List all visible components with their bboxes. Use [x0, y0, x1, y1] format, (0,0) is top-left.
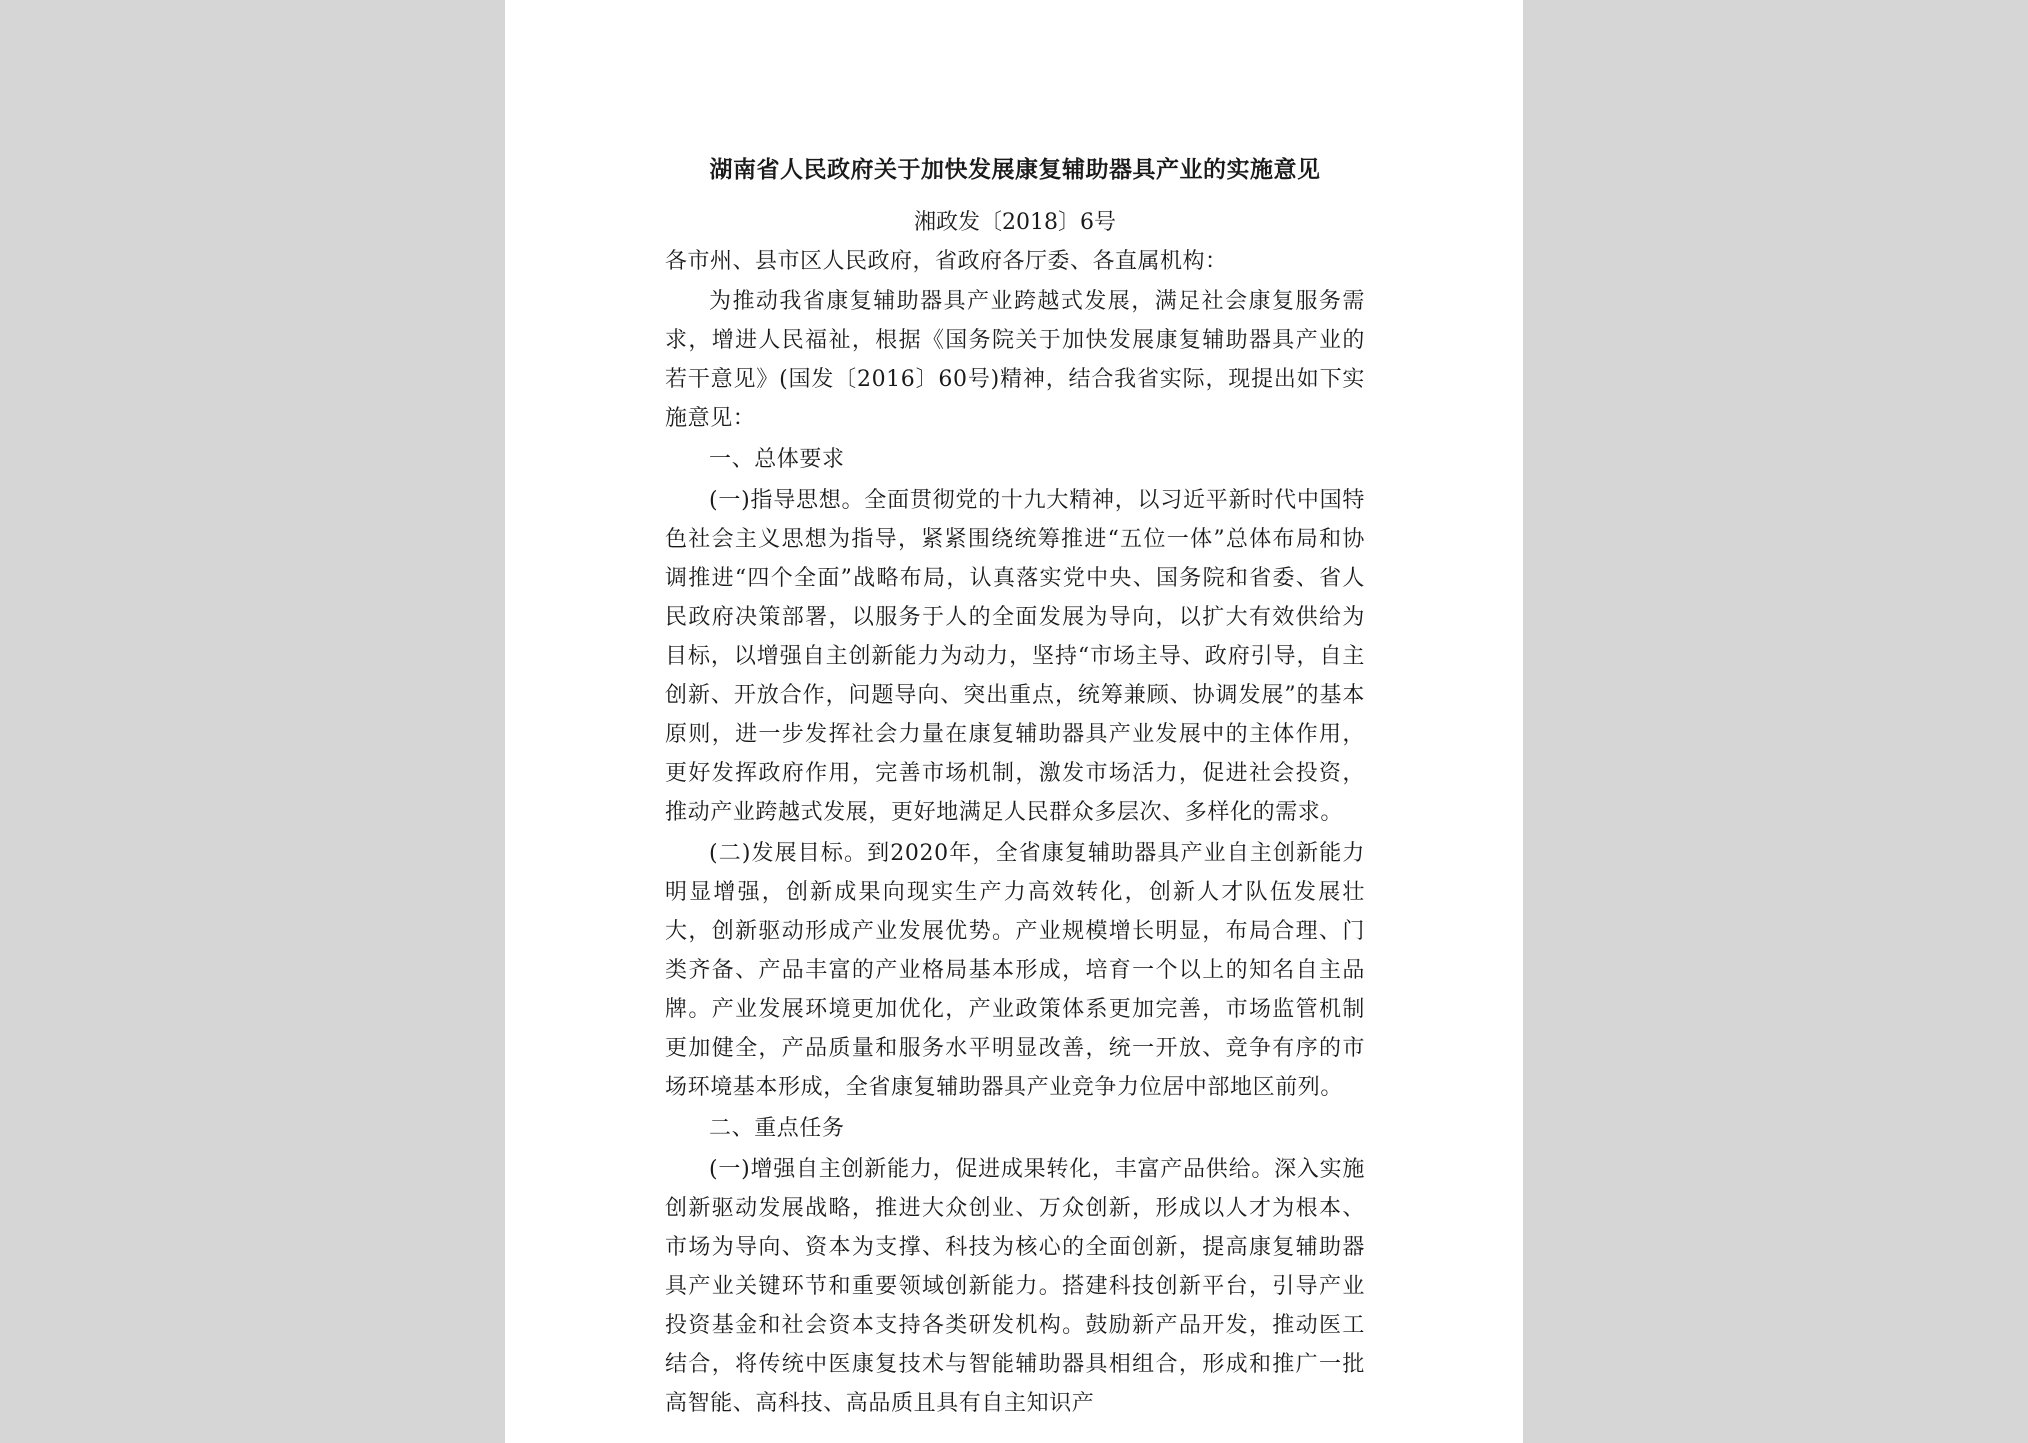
section-heading-key-tasks: 二、重点任务	[709, 1116, 845, 1141]
document-number: 湘政发〔2018〕6号	[914, 210, 1116, 235]
paragraph-development-goals: (二)发展目标。到2020年，全省康复辅助器具产业自主创新能力明显增强，创新成果向现实生产力高效转化，创新人才队伍发展壮大，创新驱动形成产业发展优势。产业规模增长明显，布局合理、门类齐备、产品丰富的产业格局基本形成，培育一个以上的知名自主品牌。产业发展环境更加优化，产业政策体系更加完善，市场监管机制更加健全，产品质量和服务水平明显改善，统一开放、竞争有序的市场环境基本形成，全省康复辅助器具产业竞争力位居中部地区前列。	[665, 841, 1365, 1100]
document-content	[665, 150, 1365, 1423]
section-heading-general-requirements: 一、总体要求	[709, 447, 845, 472]
addressee-line: 各市州、县市区人民政府，省政府各厅委、各直属机构：	[665, 249, 1228, 274]
document-page	[505, 0, 1523, 1443]
intro-paragraph: 为推动我省康复辅助器具产业跨越式发展，满足社会康复服务需求，增进人民福祉，根据《国务院关于加快发展康复辅助器具产业的若干意见》(国发〔2016〕60号)精神，结合我省实际，现提出如下实施意见：	[665, 289, 1365, 431]
paragraph-innovation-capacity: (一)增强自主创新能力，促进成果转化，丰富产品供给。深入实施创新驱动发展战略，推进大众创业、万众创新，形成以人才为根本、市场为导向、资本为支撑、科技为核心的全面创新，提高康复辅助器具产业关键环节和重要领域创新能力。搭建科技创新平台，引导产业投资基金和社会资本支持各类研发机构。鼓励新产品开发，推动医工结合，将传统中医康复技术与智能辅助器具相组合，形成和推广一批高智能、高科技、高品质且具有自主知识产	[665, 1157, 1365, 1416]
document-title: 湖南省人民政府关于加快发展康复辅助器具产业的实施意见	[709, 156, 1321, 183]
paragraph-guiding-ideology: (一)指导思想。全面贯彻党的十九大精神，以习近平新时代中国特色社会主义思想为指导，紧紧围绕统筹推进“五位一体”总体布局和协调推进“四个全面”战略布局，认真落实党中央、国务院和省委、省人民政府决策部署，以服务于人的全面发展为导向，以扩大有效供给为目标，以增强自主创新能力为动力，坚持“市场主导、政府引导，自主创新、开放合作，问题导向、突出重点，统筹兼顾、协调发展”的基本原则，进一步发挥社会力量在康复辅助器具产业发展中的主体作用，更好发挥政府作用，完善市场机制，激发市场活力，促进社会投资，推动产业跨越式发展，更好地满足人民群众多层次、多样化的需求。	[665, 488, 1365, 825]
